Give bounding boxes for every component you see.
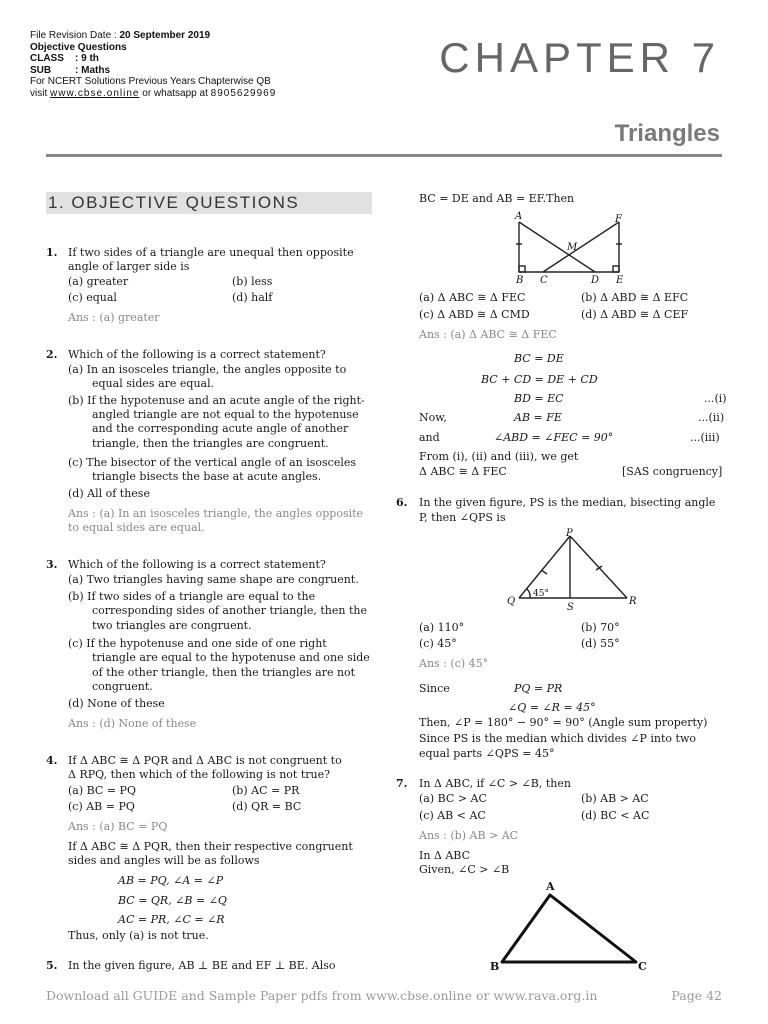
option: (b) AB > AC	[581, 792, 649, 805]
text-line: Since PS is the median which divides ∠P into two	[419, 732, 697, 745]
text-line: and	[419, 431, 440, 444]
fig2-label: R	[629, 596, 637, 607]
equation: BD = EC	[514, 392, 564, 405]
answer: Ans : (b) AB > AC	[419, 829, 519, 842]
text-line: If Δ ABC ≅ Δ PQR, then their respective congruent	[68, 840, 353, 853]
text-line: If Δ ABC ≅ Δ PQR and Δ ABC is not congruent to	[68, 754, 342, 767]
text-line: corresponding sides of another triangle, then the	[92, 604, 367, 617]
equation-ref: ...(iii)	[690, 431, 720, 444]
option: (b) less	[232, 275, 273, 288]
option: (a) greater	[68, 275, 129, 288]
text-line: and the corresponding acute angle of another	[92, 422, 349, 435]
fig1-label: M	[567, 242, 578, 253]
subtitle: Objective Questions	[30, 41, 127, 53]
text-line: Since	[419, 682, 450, 695]
option: (a) Two triangles having same shape are congruent.	[68, 573, 359, 586]
fig3-label: B	[490, 960, 500, 973]
file-header	[30, 30, 276, 99]
text-line: From (i), (ii) and (iii), we get	[419, 450, 579, 463]
option: (d) Δ ABD ≅ Δ CEF	[581, 308, 689, 321]
text-line: sides and angles will be as follows	[68, 854, 260, 867]
option: (a) Δ ABC ≅ Δ FEC	[419, 291, 526, 304]
option: (b) If two sides of a triangle are equal to the	[68, 590, 316, 603]
option: (b) 70°	[581, 621, 620, 634]
option: (d) All of these	[68, 487, 150, 500]
equation: AB = FE	[514, 411, 562, 424]
text-line: P, then ∠QPS is	[419, 511, 506, 524]
text-line: of the other triangle, then the triangles are not	[92, 666, 356, 679]
equation: BC = DE	[514, 352, 564, 365]
equation: BC = QR, ∠B = ∠Q	[118, 894, 227, 907]
text-line: Given, ∠C > ∠B	[419, 863, 510, 876]
section-title: 1. OBJECTIVE QUESTIONS	[46, 192, 372, 214]
option: (a) 110°	[419, 621, 465, 634]
option: (d) QR = BC	[232, 800, 302, 813]
answer: Ans : (a) BC = PQ	[68, 820, 168, 833]
fig3-label: C	[638, 960, 647, 973]
fig2-label: S	[567, 602, 574, 613]
option: (b) If the hypotenuse and an acute angle of the right-	[68, 394, 365, 407]
figure-two-triangles	[505, 210, 635, 286]
equation: AB = PQ, ∠A = ∠P	[118, 874, 224, 887]
equation: ∠Q = ∠R = 45°	[508, 701, 596, 714]
answer: Ans : (c) 45°	[419, 657, 489, 670]
equation-ref: ...(i)	[704, 392, 727, 405]
text-line: Which of the following is a correct statement?	[68, 558, 326, 571]
equation: ∠ABD = ∠FEC = 90°	[494, 431, 614, 444]
text-line: two triangles are congruent.	[92, 619, 252, 632]
option: (c) 45°	[419, 637, 457, 650]
topic-title: Triangles	[614, 120, 720, 147]
answer: Ans : (a) In an isosceles triangle, the angles opposite	[68, 507, 364, 520]
option: (d) 55°	[581, 637, 620, 650]
text-line: triangle, then the triangles are congruent.	[92, 437, 329, 450]
revision-label: File Revision Date :	[30, 30, 120, 41]
question-number: 6.	[396, 496, 408, 509]
class-value: : 9 th	[75, 53, 99, 64]
text-line: In Δ ABC, if ∠C > ∠B, then	[419, 777, 571, 790]
whatsapp-label: or whatsapp at	[139, 87, 211, 99]
answer: Ans : (a) Δ ABC ≅ Δ FEC	[419, 328, 557, 341]
text-line: Δ RPQ, then which of the following is not true?	[68, 768, 331, 781]
sub-key: SUB	[30, 64, 52, 76]
figure-triangle-abc	[486, 877, 656, 975]
text-line: If two sides of a triangle are unequal then opposite	[68, 246, 354, 259]
fig2-label: Q	[507, 596, 516, 607]
sub-value: : Maths	[75, 64, 110, 76]
fig1-label: F	[615, 214, 622, 225]
text-line: Thus, only (a) is not true.	[68, 929, 209, 942]
text-line: angle of larger side is	[68, 260, 190, 273]
option: (c) The bisector of the vertical angle of an isosceles	[68, 456, 357, 469]
page-footer	[46, 988, 722, 1003]
text-line: angled triangle are not equal to the hypotenuse	[92, 408, 359, 421]
option: (c) If the hypotenuse and one side of one right	[68, 637, 327, 650]
fig1-label: A	[515, 211, 523, 222]
text-line: Which of the following is a correct statement?	[68, 348, 326, 361]
text-line: triangle are equal to the hypotenuse and one side	[92, 651, 370, 664]
option: (c) Δ ABD ≅ Δ CMD	[419, 308, 530, 321]
question-number: 2.	[46, 348, 58, 361]
question-number: 3.	[46, 558, 58, 571]
question-number: 1.	[46, 246, 58, 259]
equation: PQ = PR	[514, 682, 563, 695]
footer-text: Download all GUIDE and Sample Paper pdfs from www.cbse.online or www.rava.org.in	[46, 988, 598, 1003]
text-line: In the given figure, AB ⊥ BE and EF ⊥ BE. Also	[68, 959, 336, 972]
answer: Ans : (d) None of these	[68, 717, 197, 730]
option: (a) In an isosceles triangle, the angles opposite to	[68, 363, 347, 376]
option: (a) BC > AC	[419, 792, 487, 805]
text-line: Now,	[419, 411, 447, 424]
option: (d) half	[232, 291, 273, 304]
text-line: In Δ ABC	[419, 849, 471, 862]
text-line: congruent.	[92, 680, 153, 693]
answer: Ans : (a) greater	[68, 311, 160, 324]
question-number: 5.	[46, 959, 58, 972]
equation: AC = PR, ∠C = ∠R	[118, 913, 225, 926]
text-line: Then, ∠P = 180° − 90° = 90° (Angle sum property)	[419, 716, 708, 729]
page-number: Page 42	[671, 988, 722, 1003]
option: (b) AC = PR	[232, 784, 300, 797]
fig1-label: E	[616, 275, 624, 286]
fig1-label: C	[540, 275, 548, 286]
option: (a) BC = PQ	[68, 784, 136, 797]
fig1-label: D	[591, 275, 600, 286]
question-number: 4.	[46, 754, 58, 767]
option: (c) equal	[68, 291, 117, 304]
option: (c) AB < AC	[419, 809, 486, 822]
fig3-label: A	[546, 880, 555, 893]
text-line: Δ ABC ≅ Δ FEC	[419, 465, 507, 478]
revision-date: 20 September 2019	[119, 30, 211, 41]
question-number: 7.	[396, 777, 408, 790]
text-line: BC = DE and AB = EF.Then	[419, 192, 575, 205]
chapter-title: CHAPTER 7	[439, 34, 720, 81]
option: (b) Δ ABD ≅ Δ EFC	[581, 291, 689, 304]
website-link[interactable]: www.cbse.online	[50, 87, 140, 99]
fig2-label: P	[566, 528, 573, 539]
text-line: triangle bisects the base at acute angles.	[92, 470, 322, 483]
option: (d) None of these	[68, 697, 165, 710]
text-line: [SAS congruency]	[622, 465, 723, 478]
equation: BC + CD = DE + CD	[481, 373, 598, 386]
figure-isosceles-triangle	[503, 528, 643, 614]
option: (d) BC < AC	[581, 809, 650, 822]
class-key: CLASS	[30, 53, 64, 64]
option: (c) AB = PQ	[68, 800, 135, 813]
answer: to equal sides are equal.	[68, 521, 205, 534]
header-divider	[46, 154, 722, 157]
fig1-label: B	[516, 275, 524, 286]
fig2-angle-label: 45°	[533, 589, 549, 599]
text-line: equal sides are equal.	[92, 377, 215, 390]
ncert-line: For NCERT Solutions Previous Years Chapterwise QB	[30, 76, 271, 87]
equation-ref: ...(ii)	[698, 411, 725, 424]
text-line: In the given figure, PS is the median, bisecting angle	[419, 496, 716, 509]
phone-number: 8905629969	[210, 87, 277, 99]
visit-label: visit	[30, 87, 50, 99]
text-line: equal parts ∠QPS = 45°	[419, 747, 555, 760]
